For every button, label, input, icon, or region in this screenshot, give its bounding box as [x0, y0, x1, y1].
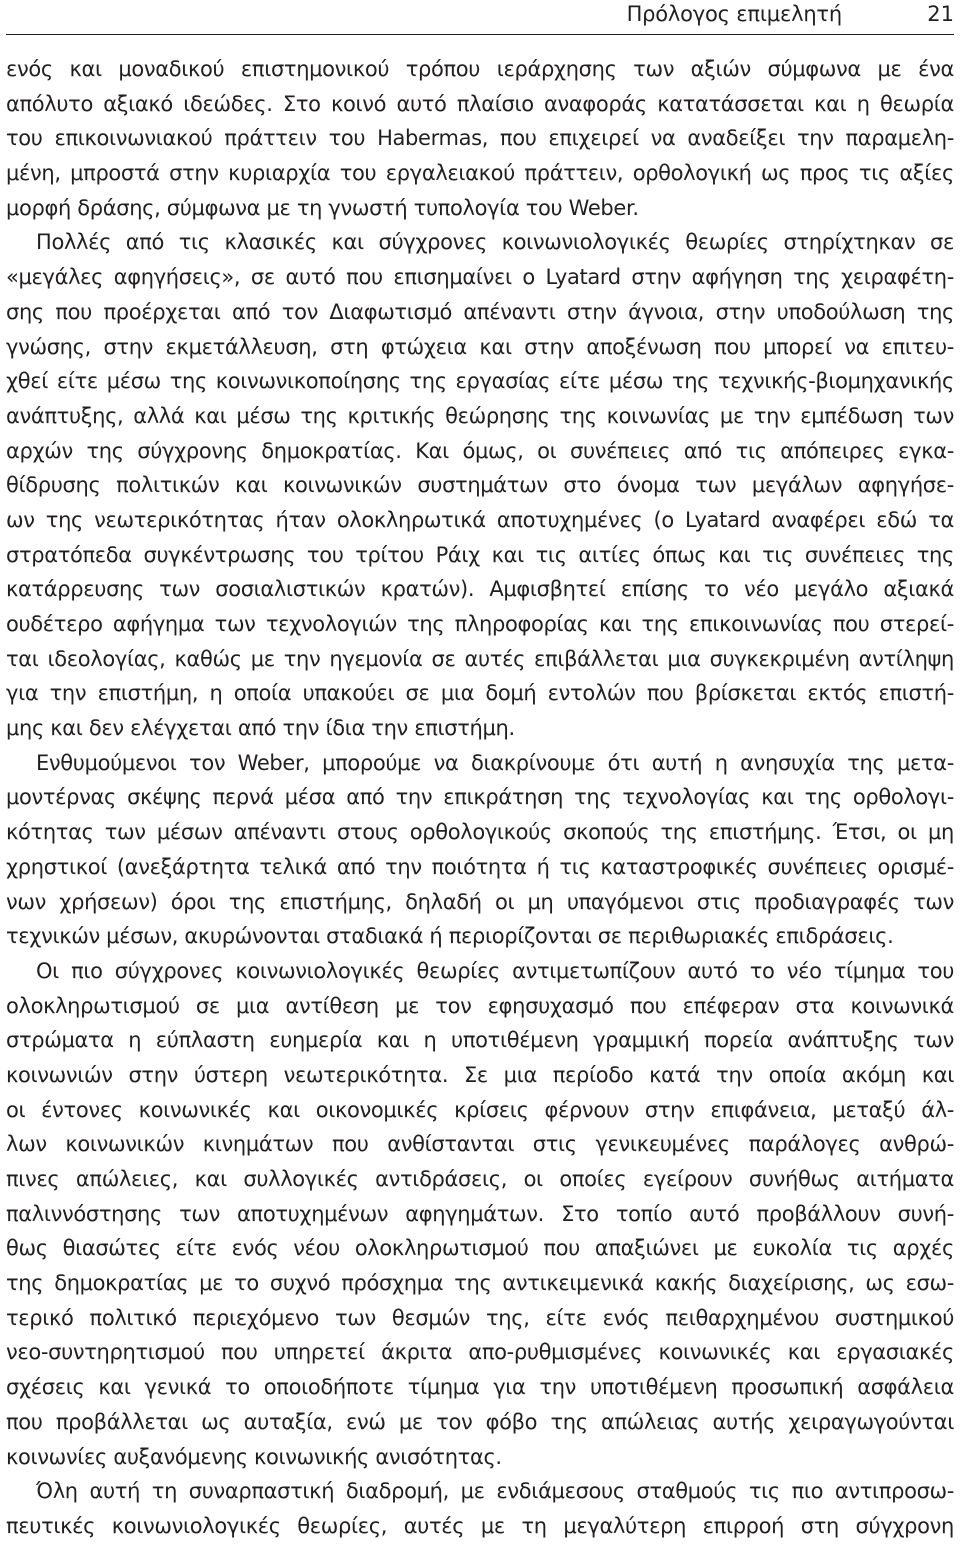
text-line: ανάπτυξης, αλλά και μέσω της κριτικής θεώρησης της κοινωνίας με την εμπέδωση των — [6, 403, 954, 428]
text-line: παλιννόστησης των αποτυχημένων αφηγημάτων. Στο τοπίο αυτό προβάλλουν συνή- — [6, 1201, 954, 1226]
text-line: μοντέρνας σκέψης περνά μέσα από την επικράτηση της τεχνολογίας και της ορθολογι- — [6, 785, 954, 810]
text-line: κότητας των μέσων απέναντι στους ορθολογικούς σκοπούς της επιστήμης. Έτσι, οι μη — [6, 820, 954, 845]
text-line: χρηστικοί (ανεξάρτητα τελικά από την ποιότητα ή τις καταστροφικές συνέπειες ορισμέ- — [6, 854, 954, 879]
text-line: ολοκληρωτισμού σε μια αντίθεση με τον εφησυχασμό που επέφεραν στα κοινωνικά — [6, 993, 954, 1018]
page-number: 21 — [927, 2, 954, 26]
text-line: για την επιστήμη, η οποία υπακούει σε μια δομή εντολών που βρίσκεται εκτός επιστή- — [6, 681, 954, 706]
text-line: γνώσης, στην εκμετάλλευση, στη φτώχεια και στην αποξένωση που μπορεί να επιτευ- — [6, 334, 954, 359]
text-line: νων χρήσεων) όροι της επιστήμης, δηλαδή οι μη υπαγόμενοι στις προδιαγραφές των — [6, 889, 954, 914]
text-line: τερικό πολιτικό περιεχόμενο των θεσμών της, είτε ενός πειθαρχημένου συστημικού — [6, 1305, 954, 1330]
text-line: κοινωνίες αυξανόμενης κοινωνικής ανισότητας. — [6, 1444, 502, 1469]
paragraph — [6, 225, 954, 745]
text-line: Ενθυμούμενοι τον Weber, μπορούμε να διακρίνουμε ότι αυτή η ανησυχία της μετα- — [36, 750, 954, 775]
text-line: ουδέτερο αφήγημα των τεχνολογιών της πληροφορίας και της επικοινωνίας που στερεί- — [6, 612, 954, 636]
body-text — [6, 52, 954, 1544]
text-line: αρχών της σύγχρονης δημοκρατίας. Και όμως, οι συνέπειες από τις απόπειρες εγκα- — [6, 438, 954, 463]
text-line: ων της νεωτερικότητας ήταν ολοκληρωτικά αποτυχημένες (ο Lyatard αναφέρει εδώ τα — [6, 507, 954, 532]
text-line: στρώματα η εύπλαστη ευημερία και η υποτιθέμενη γραμμική πορεία ανάπτυξης των — [6, 1028, 954, 1053]
running-header-title: Πρόλογος επιμελητή — [626, 2, 842, 26]
text-line: σχέσεις και γενικά το οποιοδήποτε τίμημα για την υποτιθέμενη προσωπική ασφάλεια — [6, 1375, 954, 1400]
text-line: λων κοινωνικών κινημάτων που ανθίστανται στις γενικευμένες παράλογες ανθρώ- — [6, 1132, 954, 1157]
text-line: ενός και μοναδικού επιστημονικού τρόπου ιεράρχησης των αξιών σύμφωνα με ένα — [6, 57, 954, 81]
text-line: «μεγάλες αφηγήσεις», σε αυτό που επισημαίνει ο Lyatard στην αφήγηση της χειραφέτη- — [6, 265, 954, 290]
text-line: θίδρυσης πολιτικών και κοινωνικών συστημάτων στο όνομα των μεγάλων αφηγήσε- — [6, 473, 954, 498]
text-line: θως θιασώτες είτε ενός νέου ολοκληρωτισμού που απαξιώνει με ευκολία τις αρχές — [6, 1236, 954, 1261]
text-line: που προβάλλεται ως αυταξία, ενώ με τον φόβο της απώλειας αυτής χειραγωγούνται — [6, 1409, 954, 1434]
text-line: νεο-συντηρητισμού που υπηρετεί άκριτα απο-ρυθμισμένες κοινωνικές και εργασιακές — [6, 1340, 954, 1365]
paragraph — [6, 954, 954, 1474]
text-line: του επικοινωνιακού πράττειν του Habermas, που επιχειρεί να αναδείξει την παραμελη- — [6, 126, 954, 151]
text-line: στρατόπεδα συγκέντρωσης του τρίτου Ράιχ και τις αιτίες όπως και τις συνέπειες της — [6, 542, 954, 567]
text-line: Όλη αυτή τη συναρπαστική διαδρομή, με ενδιάμεσους σταθμούς τις πιο αντιπροσω- — [36, 1479, 954, 1504]
text-line: μένη, μπροστά στην κυριαρχία του εργαλειακού πράττειν, ορθολογική ως προς τις αξίες — [6, 161, 954, 186]
paragraph — [6, 746, 954, 954]
text-line: χθεί είτε μέσω της κοινωνικοποίησης της εργασίας είτε μέσω της τεχνικής-βιομηχανικής — [6, 369, 954, 394]
paragraph — [6, 52, 954, 225]
text-line: Οι πιο σύγχρονες κοινωνιολογικές θεωρίες αντιμετωπίζουν αυτό το νέο τίμημα του — [36, 958, 954, 983]
text-line: Πολλές από τις κλασικές και σύγχρονες κοινωνιολογικές θεωρίες στηρίχτηκαν σε — [36, 230, 954, 255]
text-line: μορφή δράσης, σύμφωνα με τη γνωστή τυπολογία του Weber. — [6, 195, 639, 220]
text-line: κοινωνιών στην ύστερη νεωτερικότητα. Σε μια περίοδο κατά την οποία ακόμη και — [6, 1062, 954, 1087]
text-line: οι έντονες κοινωνικές και οικονομικές κρίσεις φέρνουν στην επιφάνεια, μεταξύ άλ- — [6, 1097, 954, 1122]
text-line: απόλυτο αξιακό ιδεώδες. Στο κοινό αυτό πλαίσιο αναφοράς κατατάσσεται και η θεωρία — [6, 91, 954, 116]
text-line: σης που προέρχεται από τον Διαφωτισμό απέναντι στην άγνοια, στην υποδούλωση της — [6, 299, 954, 324]
text-line: πευτικές κοινωνιολογικές θεωρίες, αυτές με τη μεγαλύτερη επιρροή στη σύγχρονη — [6, 1513, 954, 1538]
text-line: κατάρρευσης των σοσιαλιστικών κρατών). Αμφισβητεί επίσης το νέο μεγάλο αξιακά — [6, 577, 954, 602]
text-line: μης και δεν ελέγχεται από την ίδια την επιστήμη. — [6, 716, 515, 741]
text-line: ται ιδεολογίας, καθώς με την ηγεμονία σε αυτές επιβάλλεται μια συγκεκριμένη αντίληψη — [6, 646, 954, 671]
text-line: τεχνικών μέσων, ακυρώνονται σταδιακά ή περιορίζονται σε περιθωριακές επιδράσεις. — [6, 924, 894, 949]
running-header — [6, 0, 954, 35]
paragraph — [6, 1474, 954, 1543]
text-line: της δημοκρατίας με το συχνό πρόσχημα της αντικειμενικά κακής διαχείρισης, ως εσω- — [6, 1271, 954, 1296]
text-line: πινες απώλειες, και συλλογικές αντιδράσεις, οι οποίες εγείρουν συνήθως αιτήματα — [6, 1167, 954, 1191]
